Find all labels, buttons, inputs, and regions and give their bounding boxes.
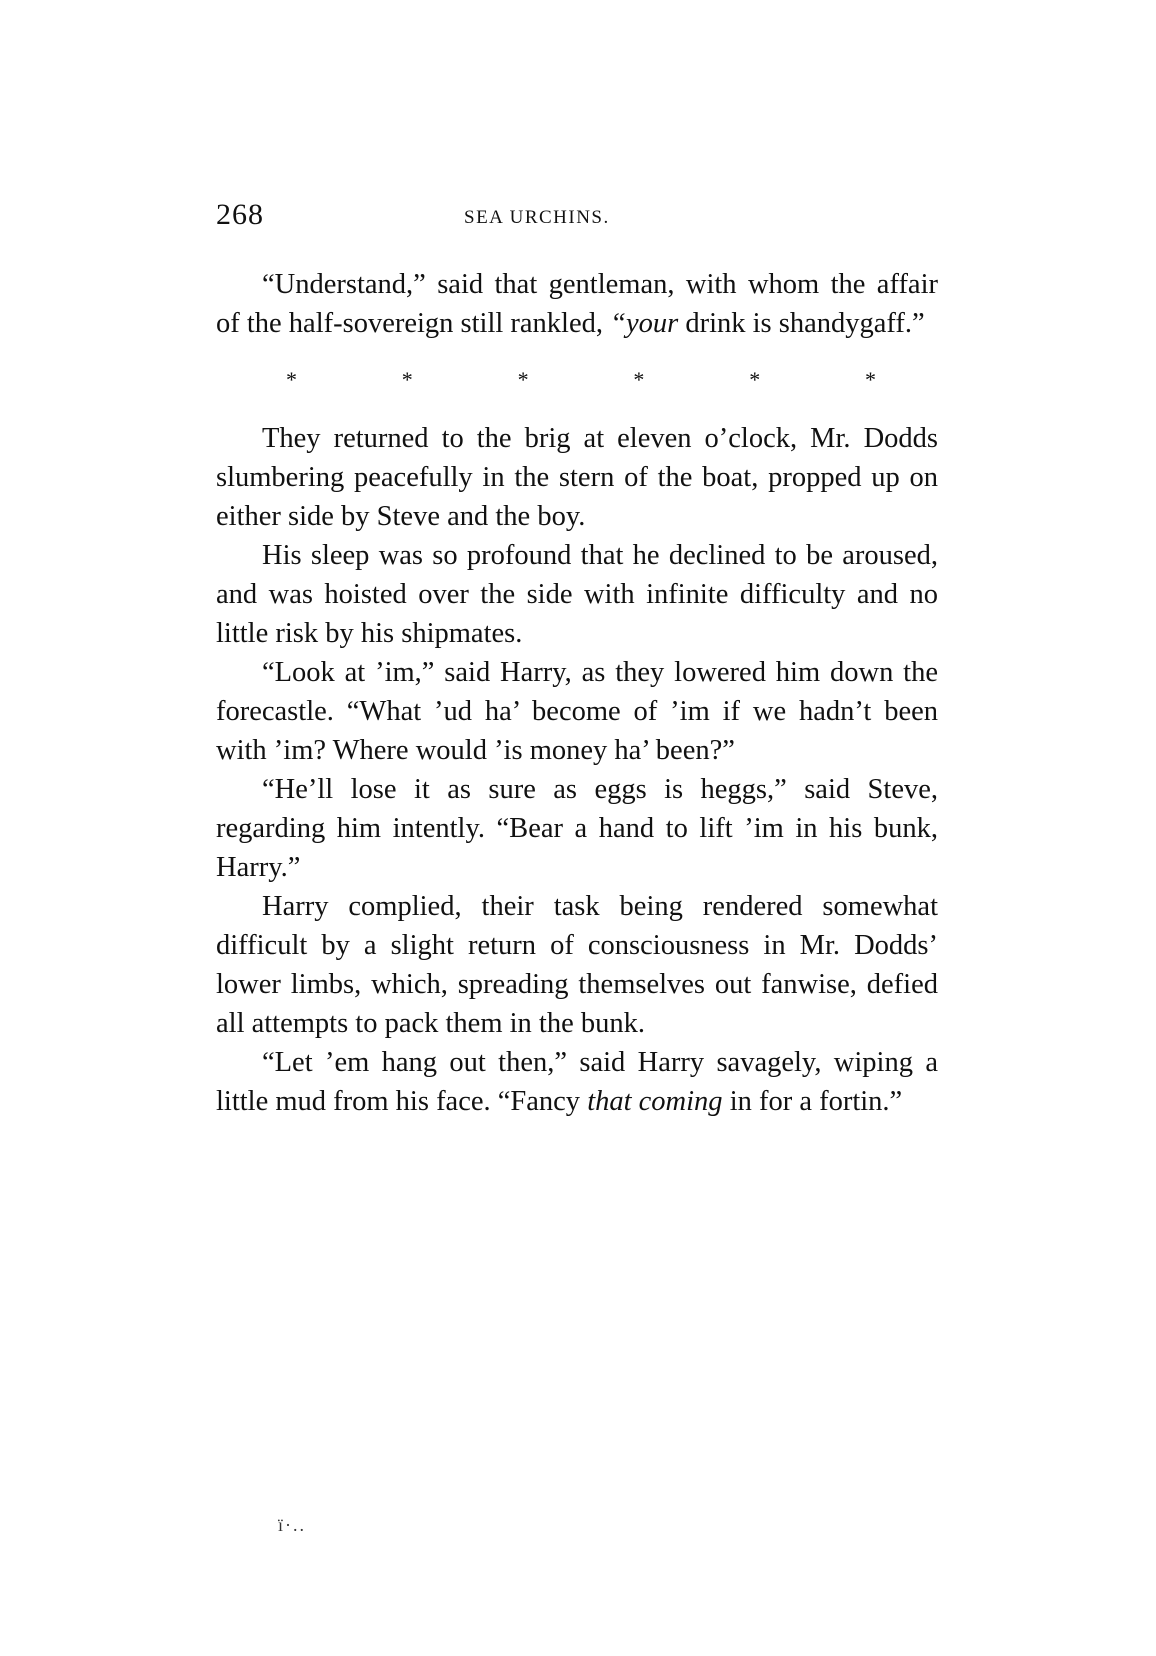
section-separator: [216, 365, 938, 395]
paragraph-7-text: “Let ’em hang out then,” said Harry savagely, wiping a little mud from his face. “Fancy: [216, 1047, 938, 1117]
paragraph-1-text: “Understand,” said that gentleman, with whom the affair of the half-sovereign still rankled,: [216, 269, 938, 339]
paragraph-3: His sleep was so profound that he declined to be aroused, and was hoisted over the side with infinite difficulty and no little risk by his shipmates.: [216, 540, 938, 649]
paragraph-7-italic: that coming: [587, 1086, 723, 1117]
paragraph-1-italic: “your: [610, 308, 679, 339]
separator-star: *: [517, 367, 529, 392]
paragraph-7: [216, 1043, 938, 1121]
separator-star: *: [633, 367, 645, 392]
running-head: SEA URCHINS.: [464, 207, 610, 228]
separator-star: *: [286, 367, 297, 392]
separator-star: *: [864, 367, 876, 392]
paragraph-7-end: in for a fortin.”: [722, 1086, 903, 1117]
page-header: [216, 198, 938, 238]
separator-star: *: [401, 367, 413, 392]
paragraph-5: “He’ll lose it as sure as eggs is heggs,” said Steve, regarding him intently. “Bear a hand to lift ’im in his bunk, Harry.”: [216, 774, 938, 883]
paragraph-6: Harry complied, their task being rendered somewhat difficult by a slight return of consciousness in Mr. Dodds’ lower limbs, which, spreading themselves out fanwise, defied all attempts to pack them in the bunk.: [216, 891, 938, 1039]
stray-print-mark: ï·..: [278, 1515, 306, 1535]
separator-star: *: [749, 367, 761, 392]
paragraph-2: They returned to the brig at eleven o’clock, Mr. Dodds slumbering peacefully in the stern of the boat, propped up on either side by Steve and the boy.: [216, 423, 938, 532]
page-number: 268: [216, 198, 264, 231]
paragraph-1-end: drink is shandygaff.”: [678, 308, 925, 339]
page-body: [216, 265, 938, 1121]
paragraph-4: “Look at ’im,” said Harry, as they lowered him down the forecastle. “What ’ud ha’ become of ’im if we hadn’t been with ’im? Where would ’is money ha’ been?”: [216, 657, 938, 766]
paragraph-1: [216, 265, 938, 343]
